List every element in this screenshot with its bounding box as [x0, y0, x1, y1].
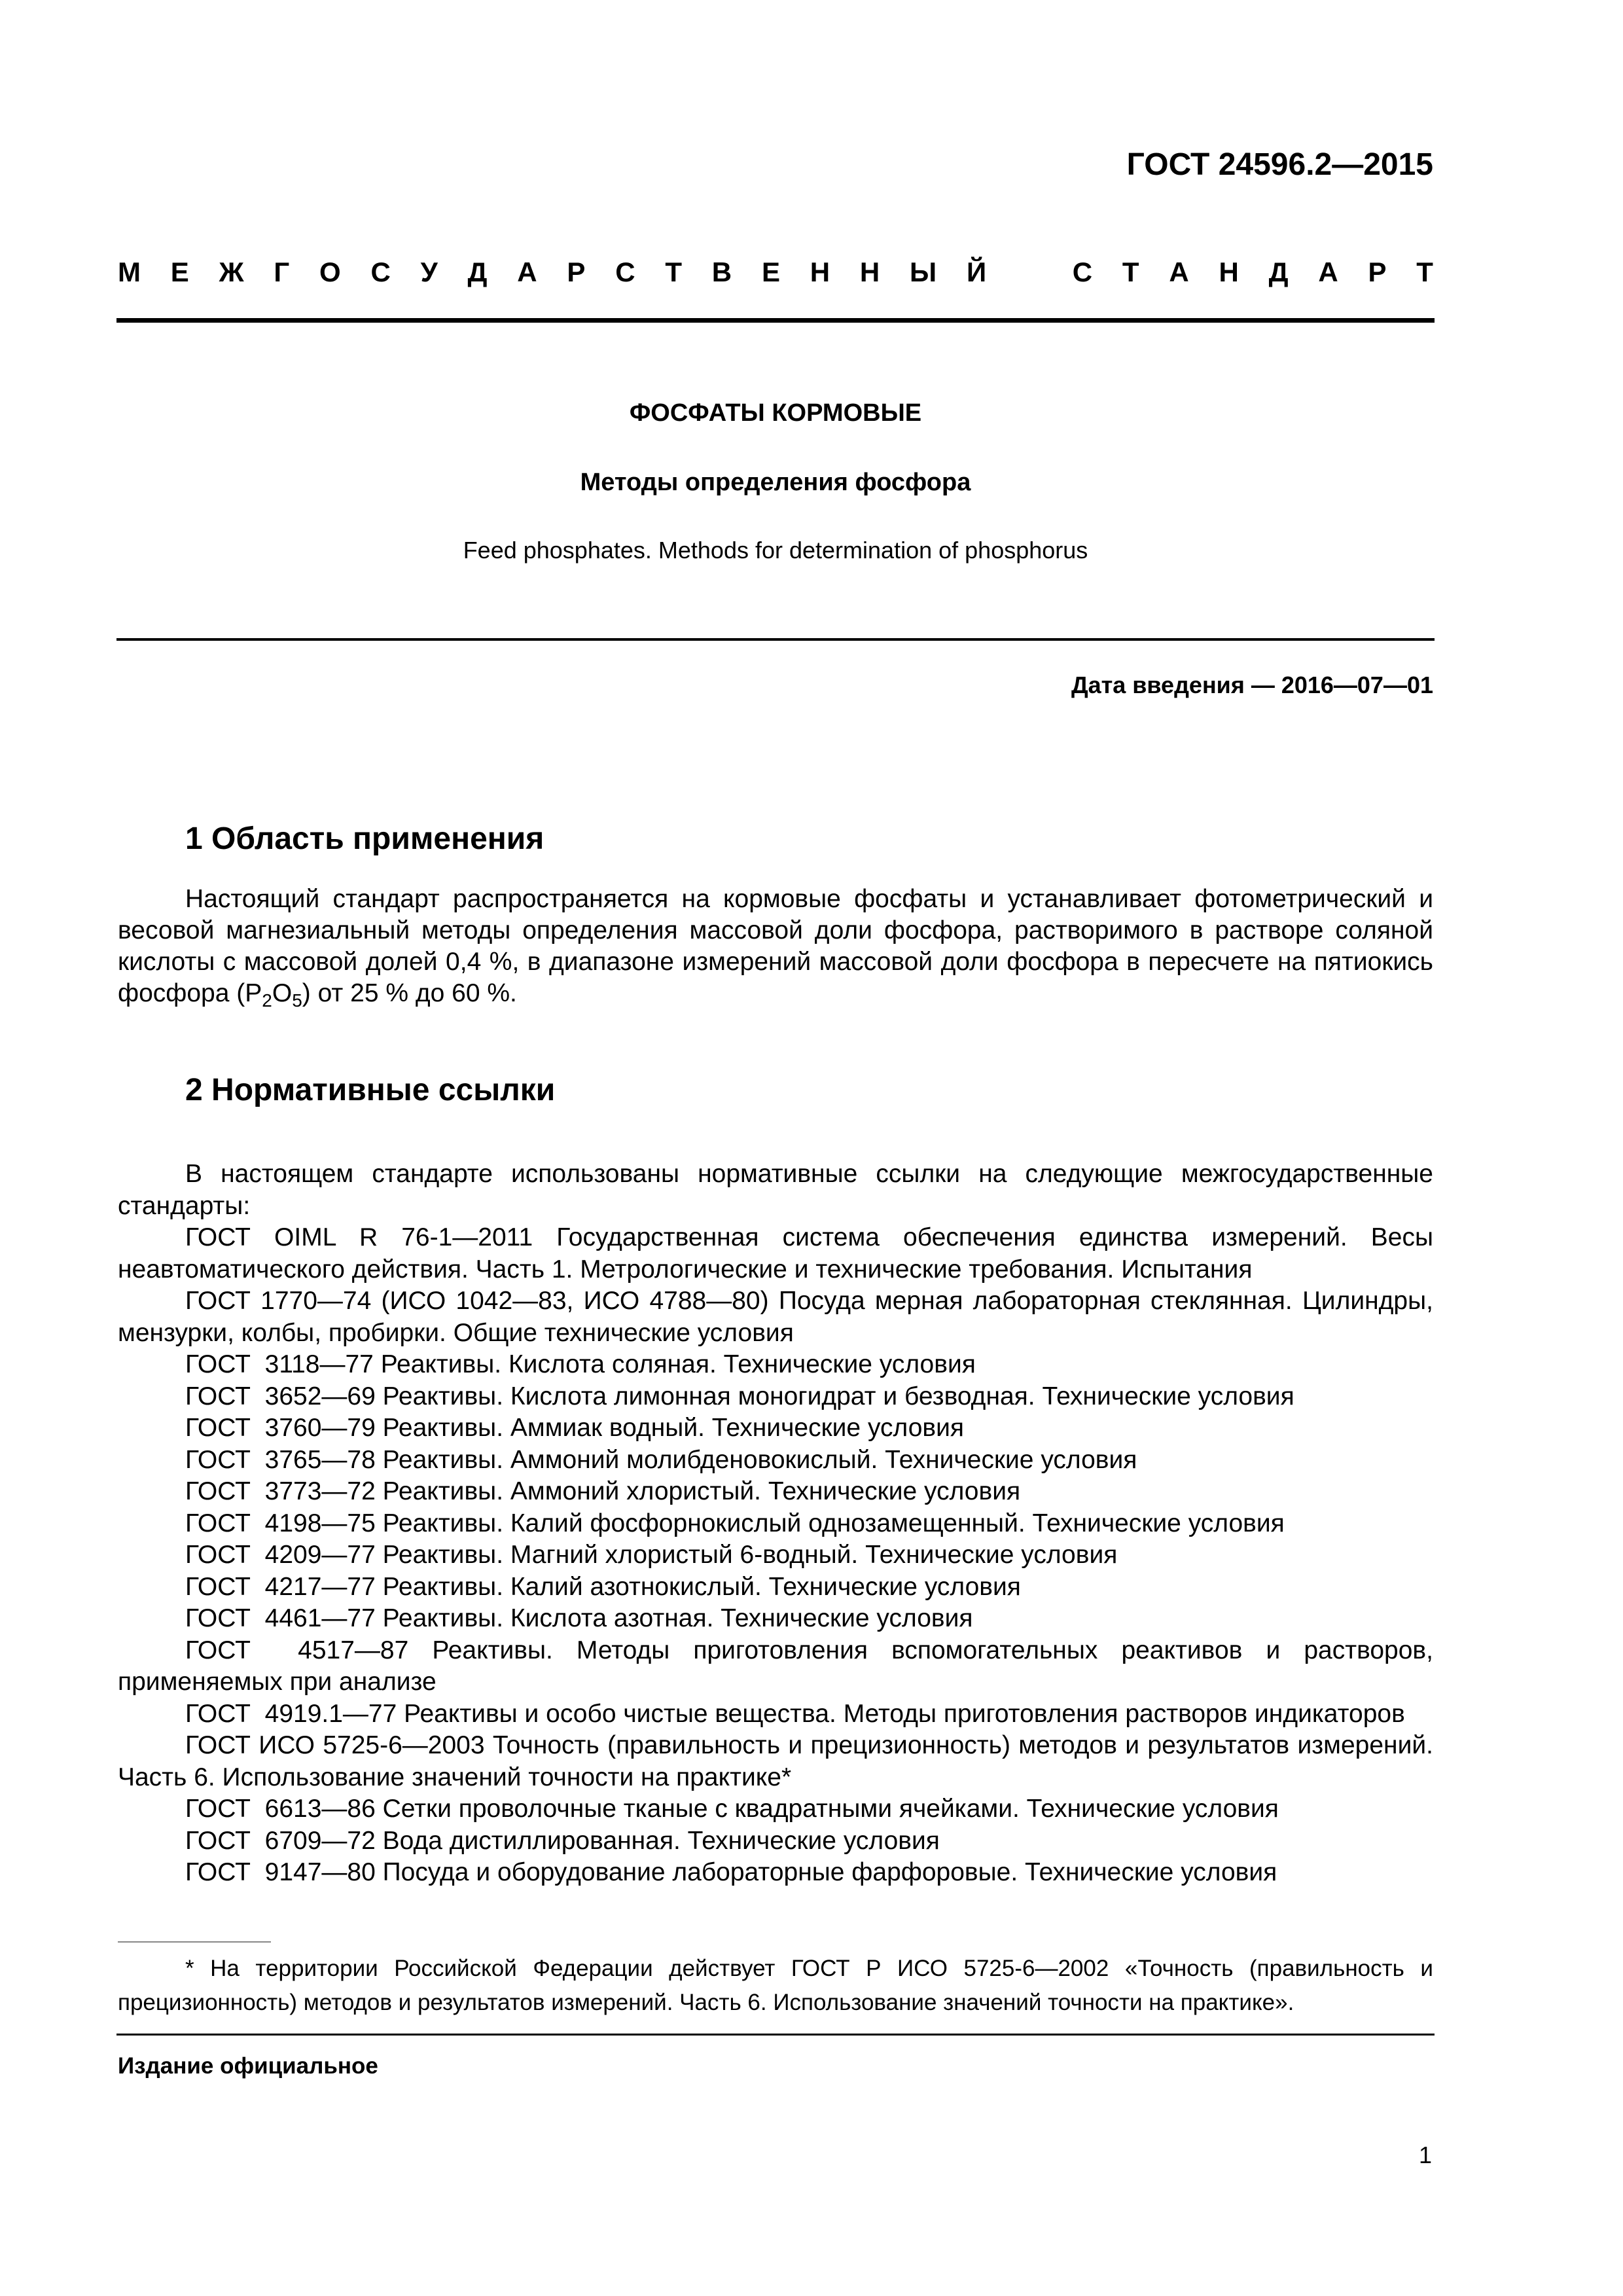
reference-item	[118, 1349, 1433, 1381]
interstate-standard-banner	[118, 257, 1433, 288]
standard-letter: Т	[1122, 257, 1139, 287]
word-gap	[1016, 257, 1043, 288]
normative-references	[118, 1158, 1433, 1889]
interstate-letter: Р	[567, 257, 586, 287]
reference-title: Государственная система обеспечения единства измерений. Весы неавтоматического действия. Часть 1. Метрологические и технические требования. Испытания	[118, 1223, 1433, 1283]
reference-item	[118, 1508, 1433, 1540]
interstate-letter: Е	[761, 257, 780, 287]
reference-item	[118, 1635, 1433, 1698]
interstate-letter: Н	[810, 257, 830, 287]
interstate-letter: Е	[170, 257, 189, 287]
standard-letter: Т	[1416, 257, 1433, 287]
reference-code: ГОСТ 3118—77	[185, 1350, 374, 1378]
interstate-letter: У	[420, 257, 438, 287]
reference-code: ГОСТ ИСО 5725-6—2003	[185, 1731, 485, 1759]
reference-title: Реактивы. Калий фосфорнокислый однозамещенный. Технические условия	[382, 1509, 1285, 1537]
reference-item	[118, 1730, 1433, 1793]
standard-letter: А	[1169, 257, 1189, 287]
reference-code: ГОСТ 4517—87	[185, 1636, 409, 1664]
reference-item	[118, 1793, 1433, 1825]
reference-item	[118, 1603, 1433, 1635]
interstate-letter: А	[517, 257, 537, 287]
reference-title: Реактивы. Аммиак водный. Технические условия	[382, 1414, 965, 1442]
reference-code: ГОСТ 6709—72	[185, 1826, 376, 1855]
reference-code: ГОСТ 3652—69	[185, 1382, 376, 1410]
reference-code: ГОСТ 3773—72	[185, 1477, 376, 1505]
interstate-letter: В	[711, 257, 732, 287]
reference-item	[118, 1222, 1433, 1285]
interstate-letter: Н	[859, 257, 880, 287]
interstate-letter: Т	[665, 257, 682, 287]
reference-title: Реактивы. Калий азотнокислый. Технические условия	[382, 1572, 1021, 1601]
interstate-letter: Д	[467, 257, 488, 287]
references-intro: В настоящем стандарте использованы нормативные ссылки на следующие межгосударственные стандарты:	[118, 1160, 1433, 1220]
reference-title: Сетки проволочные тканые с квадратными ячейками. Технические условия	[382, 1795, 1279, 1823]
reference-item	[118, 1698, 1433, 1731]
reference-item	[118, 1571, 1433, 1604]
document-title-english: Feed phosphates. Methods for determination of phosphorus	[463, 537, 1088, 564]
reference-item	[118, 1412, 1433, 1444]
document-subtitle: Методы определения фосфора	[580, 469, 971, 496]
section-1-text: Настоящий стандарт распространяется на кормовые фосфаты и устанавливает фотометрический и весовой магнезиальный методы определения массовой доли фосфора, растворимого в растворе соляной кислоты с массовой долей 0,4 %, в диапазоне измерений массовой доли фосфора в пересчете на пятиокись фосфора $(P_2O_5)$ от 25 % до 60 %.	[118, 885, 1433, 1011]
reference-code: ГОСТ 4461—77	[185, 1604, 376, 1632]
interstate-letter: Ы	[910, 257, 937, 287]
reference-code: ГОСТ 4919.1—77	[185, 1699, 397, 1728]
document-title: ФОСФАТЫ КОРМОВЫЕ	[629, 399, 922, 427]
reference-code: ГОСТ 1770—74	[185, 1287, 372, 1315]
standard-letter: Н	[1219, 257, 1239, 287]
reference-title: (ИСО 1042—83, ИСО 4788—80) Посуда мерная лабораторная стеклянная. Цилиндры, мензурки, колбы, пробирки. Общие технические условия	[118, 1287, 1433, 1347]
reference-title: Реактивы. Кислота азотная. Технические условия	[382, 1604, 973, 1632]
reference-code: ГОСТ OIML R 76-1—2011	[185, 1223, 533, 1251]
reference-item	[118, 1825, 1433, 1857]
reference-list	[118, 1222, 1433, 1889]
reference-title: Реактивы. Кислота лимонная моногидрат и безводная. Технические условия	[382, 1382, 1294, 1410]
standard-letter: Р	[1368, 257, 1387, 287]
reference-title: Реактивы. Кислота соляная. Технические условия	[380, 1350, 976, 1378]
reference-code: ГОСТ 9147—80	[185, 1858, 376, 1886]
introduction-date: Дата введения — 2016—07—01	[1071, 672, 1433, 698]
interstate-letter: Й	[966, 257, 987, 287]
reference-item	[118, 1444, 1433, 1477]
interstate-letter: М	[118, 257, 141, 287]
reference-title: Точность (правильность и прецизионность) методов и результатов измерений. Часть 6. Использование значений точности на практике*	[118, 1731, 1433, 1791]
reference-item	[118, 1539, 1433, 1571]
reference-code: ГОСТ 3760—79	[185, 1414, 376, 1442]
interstate-letter: Ж	[219, 257, 244, 287]
reference-title: Реактивы и особо чистые вещества. Методы приготовления растворов индикаторов	[404, 1699, 1405, 1728]
reference-code: ГОСТ 3765—78	[185, 1445, 376, 1474]
header-rule	[116, 318, 1435, 323]
footnote-separator	[118, 1941, 271, 1943]
reference-code: ГОСТ 6613—86	[185, 1795, 376, 1823]
reference-title: Реактивы. Магний хлористый 6-водный. Технические условия	[382, 1541, 1118, 1569]
reference-item	[118, 1285, 1433, 1349]
reference-item	[118, 1857, 1433, 1889]
section-2-heading: 2 Нормативные ссылки	[185, 1073, 556, 1107]
section-1-heading: 1 Область применения	[185, 821, 544, 856]
edition-label: Издание официальное	[118, 2053, 378, 2079]
document-number: ГОСТ 24596.2—2015	[1126, 147, 1433, 182]
reference-code: ГОСТ 4198—75	[185, 1509, 376, 1537]
reference-item	[118, 1476, 1433, 1508]
standard-letter: Д	[1268, 257, 1289, 287]
reference-code: ГОСТ 4209—77	[185, 1541, 376, 1569]
standard-letter: А	[1318, 257, 1338, 287]
page-number: 1	[1418, 2142, 1432, 2168]
reference-title: Вода дистиллированная. Технические условия	[382, 1826, 940, 1855]
reference-code: ГОСТ 4217—77	[185, 1572, 376, 1601]
interstate-letter: С	[370, 257, 391, 287]
title-rule	[116, 638, 1435, 641]
reference-title: Посуда и оборудование лабораторные фарфоровые. Технические условия	[382, 1858, 1277, 1886]
footer-rule	[116, 2034, 1435, 2036]
reference-item	[118, 1381, 1433, 1413]
footnote: * На территории Российской Федерации действует ГОСТ Р ИСО 5725-6—2002 «Точность (правильность и прецизионность) методов и результатов измерений. Часть 6. Использование значений точности на практике».	[118, 1956, 1433, 2015]
reference-title: Реактивы. Методы приготовления вспомогательных реактивов и растворов, применяемых при анализе	[118, 1636, 1433, 1696]
interstate-letter: Г	[274, 257, 290, 287]
standard-letter: С	[1072, 257, 1093, 287]
reference-title: Реактивы. Аммоний молибденовокислый. Технические условия	[382, 1445, 1137, 1474]
reference-title: Реактивы. Аммоний хлористый. Технические условия	[382, 1477, 1021, 1505]
interstate-letter: С	[615, 257, 635, 287]
interstate-letter: О	[319, 257, 341, 287]
